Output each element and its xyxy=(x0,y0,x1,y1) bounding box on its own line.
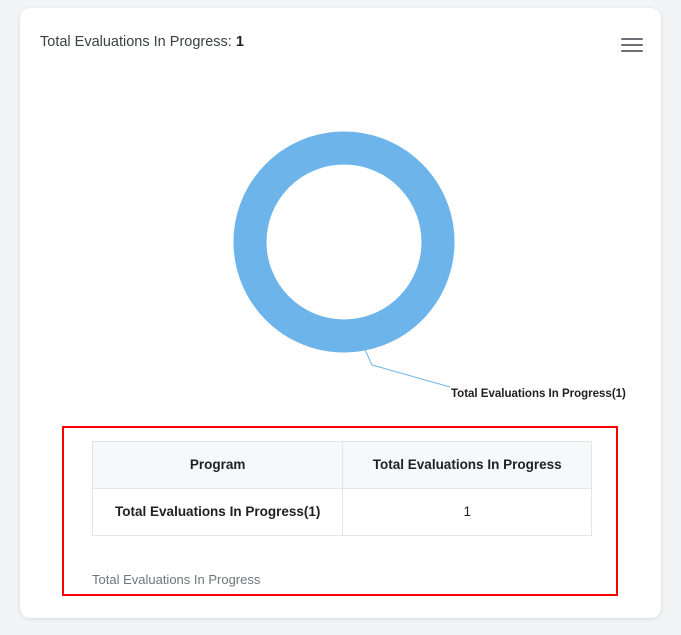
table-header xyxy=(93,442,592,489)
donut-chart xyxy=(20,78,661,418)
table-row xyxy=(93,489,592,536)
cell-program: Total Evaluations In Progress(1) xyxy=(93,489,343,536)
leader-line xyxy=(320,343,500,393)
column-header-total: Total Evaluations In Progress xyxy=(343,442,592,489)
slice-data-label: Total Evaluations In Progress(1) xyxy=(451,388,626,400)
donut-slice-total-evaluations[interactable] xyxy=(230,128,458,356)
data-table-highlight xyxy=(62,426,618,596)
menu-bar-2 xyxy=(621,44,643,46)
table-body xyxy=(93,489,592,536)
page-title-text: Total Evaluations In Progress: xyxy=(40,34,236,50)
donut-graphic[interactable] xyxy=(230,128,458,356)
page-title xyxy=(40,34,244,50)
page-title-count: 1 xyxy=(235,34,244,50)
table-caption: Total Evaluations In Progress xyxy=(92,572,261,587)
menu-bar-3 xyxy=(621,50,643,52)
table-header-row xyxy=(93,442,592,489)
cell-total: 1 xyxy=(343,489,592,536)
evaluations-card xyxy=(20,8,661,618)
evaluations-table xyxy=(92,441,592,536)
menu-bar-1 xyxy=(621,38,643,40)
hamburger-menu-icon[interactable] xyxy=(621,38,643,56)
column-header-program: Program xyxy=(93,442,343,489)
